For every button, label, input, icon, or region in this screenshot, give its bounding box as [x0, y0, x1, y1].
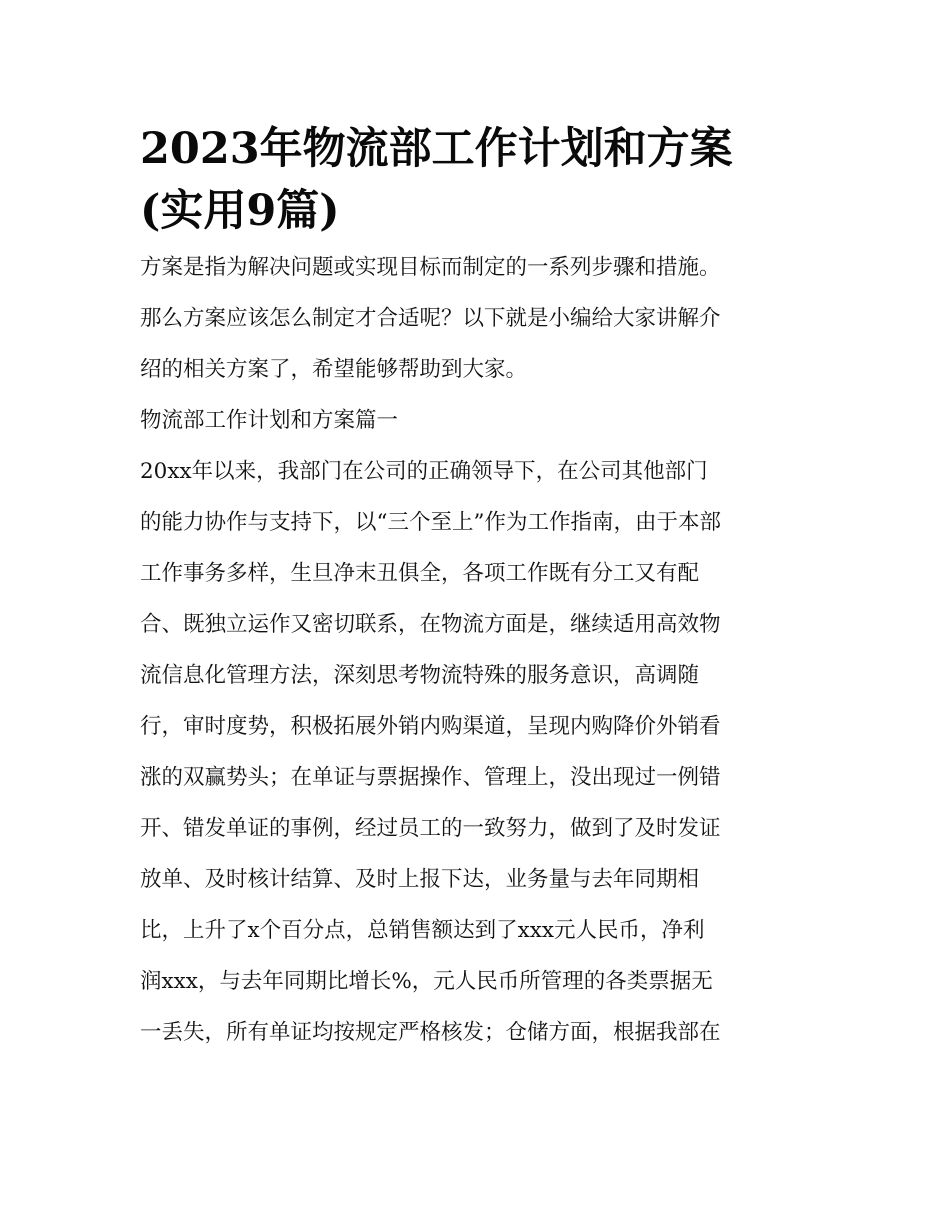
- document-page: [140, 118, 812, 1058]
- body-line: 的能力协作与支持下，以“三个至上”作为工作指南，由于本部: [140, 510, 721, 535]
- intro-paragraph: [140, 242, 812, 395]
- body-line: 工作事务多样，生旦净末丑俱全，各项工作既有分工又有配: [140, 561, 700, 586]
- title-line-2: (实用9篇): [140, 186, 340, 236]
- body-line: 20xx年以来，我部门在公司的正确领导下，在公司其他部门: [140, 459, 708, 484]
- body-line: 开、错发单证的事例，经过员工的一致努力，做到了及时发证: [140, 816, 721, 841]
- intro-line: 那么方案应该怎么制定才合适呢？以下就是小编给大家讲解介: [140, 306, 721, 331]
- body-line: 合、既独立运作又密切联系，在物流方面是，继续适用高效物: [140, 612, 721, 637]
- body-line: 比，上升了x个百分点，总销售额达到了xxx元人民币，净利: [140, 918, 705, 943]
- section-heading: 物流部工作计划和方案篇一: [140, 408, 399, 433]
- body-line: 一丢失，所有单证均按规定严格核发；仓储方面，根据我部在: [140, 1020, 721, 1045]
- intro-line: 方案是指为解决问题或实现目标而制定的一系列步骤和措施。: [140, 255, 721, 280]
- body-paragraph: [140, 446, 812, 1058]
- document-title: [140, 118, 812, 242]
- body-line: 流信息化管理方法，深刻思考物流特殊的服务意识，高调随: [140, 663, 700, 688]
- title-line-1: 2023年物流部工作计划和方案: [140, 124, 733, 174]
- body-line: 涨的双赢势头；在单证与票据操作、管理上，没出现过一例错: [140, 765, 721, 790]
- body-line: 行，审时度势，积极拓展外销内购渠道，呈现内购降价外销看: [140, 714, 721, 739]
- intro-line: 绍的相关方案了，希望能够帮助到大家。: [140, 357, 528, 382]
- body-line: 放单、及时核计结算、及时上报下达，业务量与去年同期相: [140, 867, 700, 892]
- body-line: 润xxx，与去年同期比增长%，元人民币所管理的各类票据无: [140, 969, 713, 994]
